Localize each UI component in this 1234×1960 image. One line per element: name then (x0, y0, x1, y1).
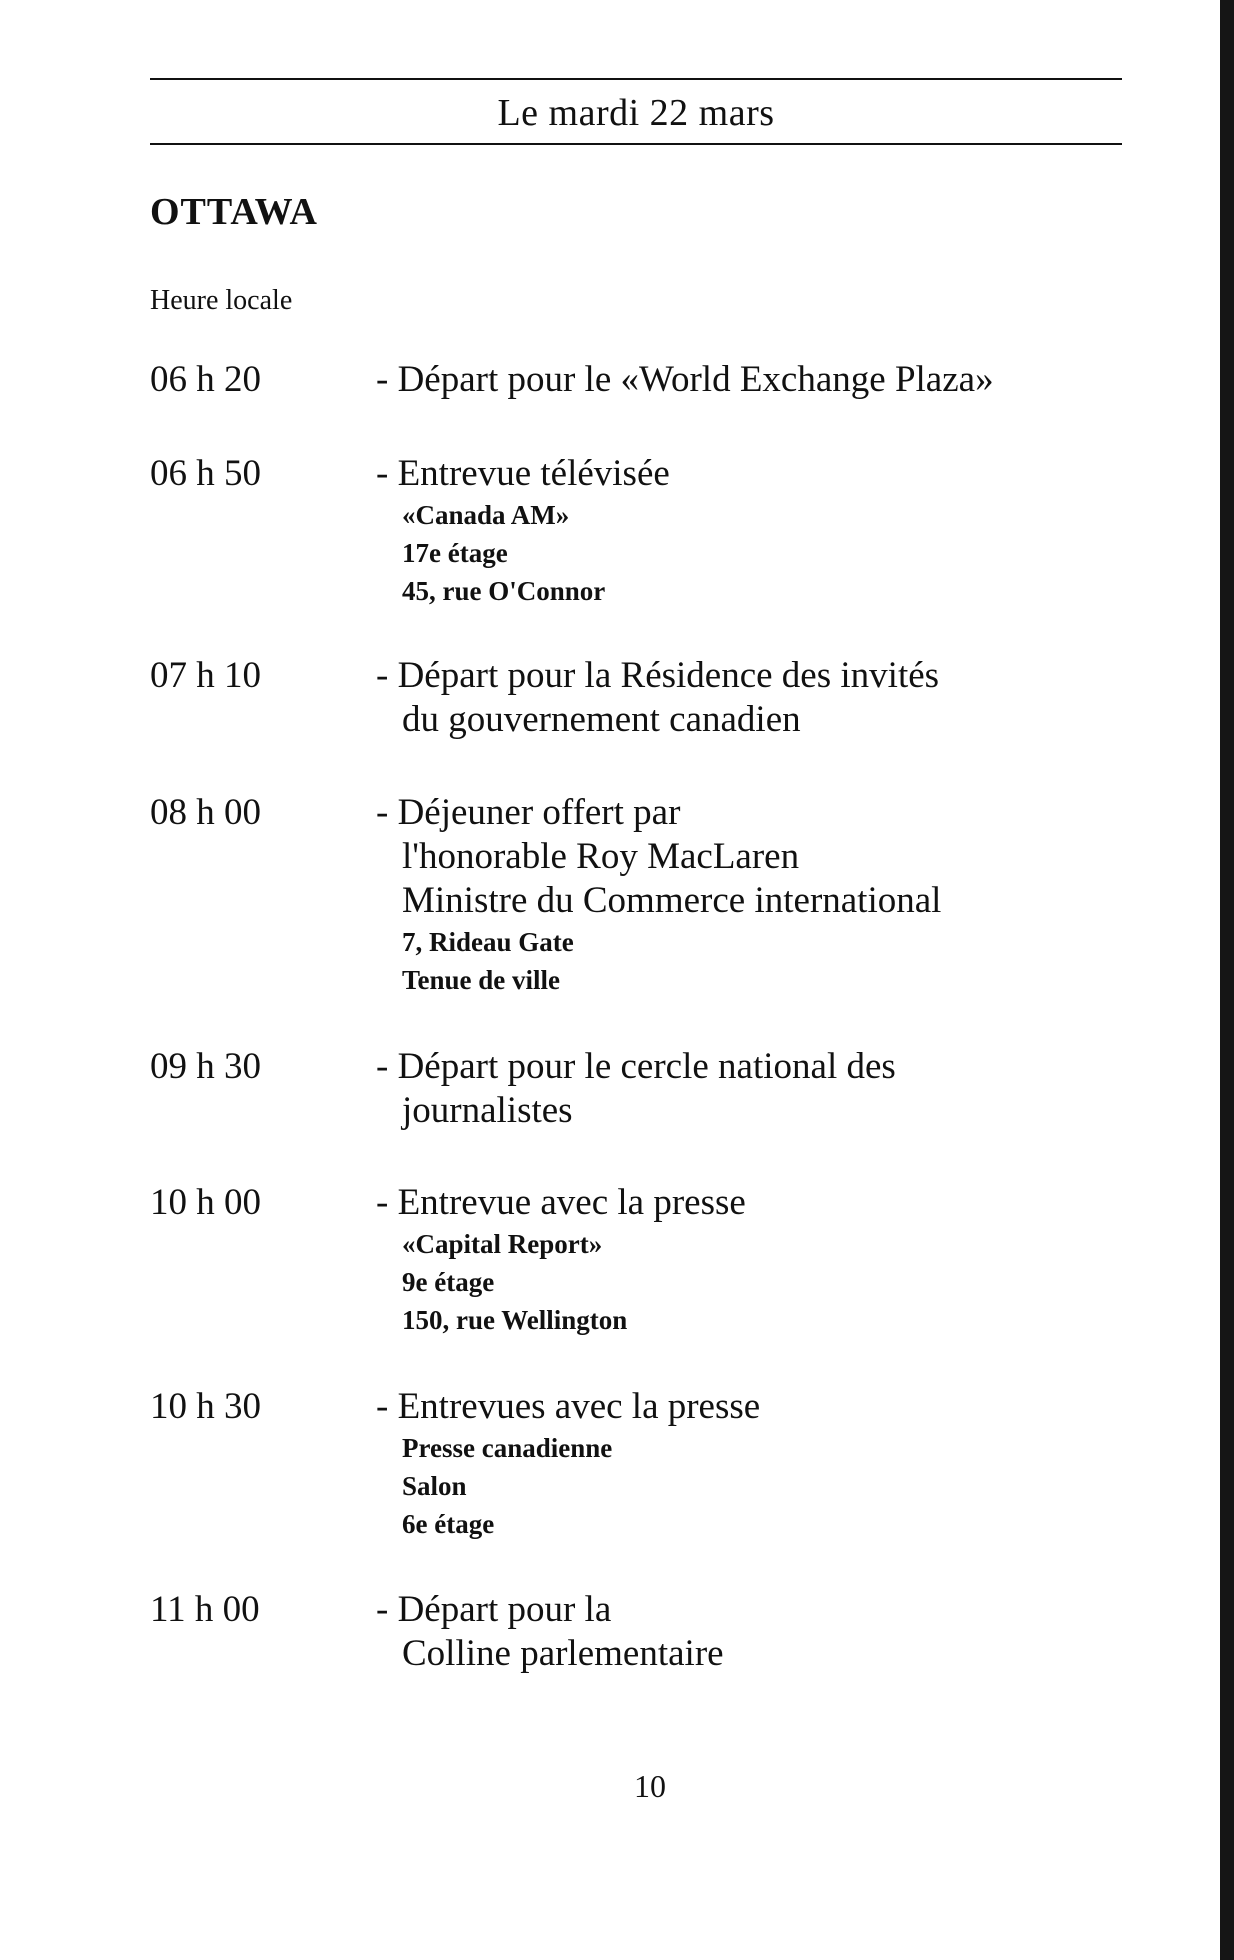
entry-event (376, 452, 1156, 610)
entry-event (376, 1045, 1156, 1133)
entry-time: 08 h 00 (150, 792, 261, 833)
entry-time: 06 h 20 (150, 359, 261, 400)
event-detail: 45, rue O'Connor (402, 576, 606, 606)
local-time-note: Heure locale (150, 285, 293, 316)
event-detail: «Capital Report» (402, 1229, 603, 1259)
event-line: - Départ pour la Résidence des invités (376, 655, 940, 696)
event-line: du gouvernement canadien (402, 699, 801, 740)
date-header-month: mars (698, 92, 775, 134)
header-rule-bottom (150, 143, 1122, 145)
event-detail: 7, Rideau Gate (402, 927, 574, 957)
entry-event (376, 358, 1156, 402)
event-detail: Salon (402, 1471, 467, 1501)
event-line: Ministre du Commerce international (402, 880, 942, 921)
entry-time: 10 h 30 (150, 1386, 261, 1427)
date-header (150, 88, 1122, 138)
event-detail: «Canada AM» (402, 500, 570, 530)
page-edge-shadow (1220, 0, 1234, 1960)
event-detail: Presse canadienne (402, 1433, 613, 1463)
entry-time: 10 h 00 (150, 1182, 261, 1223)
event-line: - Départ pour le «World Exchange Plaza» (376, 359, 994, 400)
entry-event (376, 1385, 1156, 1543)
entry-event (376, 1588, 1156, 1676)
event-line: - Déjeuner offert par (376, 792, 681, 833)
event-line: journalistes (402, 1090, 573, 1131)
city-heading: OTTAWA (150, 191, 318, 233)
event-line: - Entrevues avec la presse (376, 1386, 761, 1427)
event-line: - Entrevue télévisée (376, 453, 670, 494)
event-detail: 150, rue Wellington (402, 1305, 628, 1335)
entry-event (376, 654, 1156, 742)
event-detail: Tenue de ville (402, 965, 561, 995)
event-line: - Départ pour la (376, 1589, 612, 1630)
event-line: Colline parlementaire (402, 1633, 724, 1674)
entry-event (376, 791, 1156, 999)
entry-time: 06 h 50 (150, 453, 261, 494)
entry-event (376, 1181, 1156, 1339)
entry-time: 11 h 00 (150, 1589, 260, 1630)
entry-time: 07 h 10 (150, 655, 261, 696)
event-line: l'honorable Roy MacLaren (402, 836, 800, 877)
page-number: 10 (634, 1768, 666, 1804)
event-detail: 9e étage (402, 1267, 495, 1297)
event-detail: 6e étage (402, 1509, 495, 1539)
date-header-day: Le mardi (497, 92, 640, 134)
entry-time: 09 h 30 (150, 1046, 261, 1087)
event-line: - Départ pour le cercle national des (376, 1046, 896, 1087)
date-header-date: 22 (649, 92, 689, 134)
event-line: - Entrevue avec la presse (376, 1182, 746, 1223)
header-rule-top (150, 78, 1122, 80)
event-detail: 17e étage (402, 538, 508, 568)
